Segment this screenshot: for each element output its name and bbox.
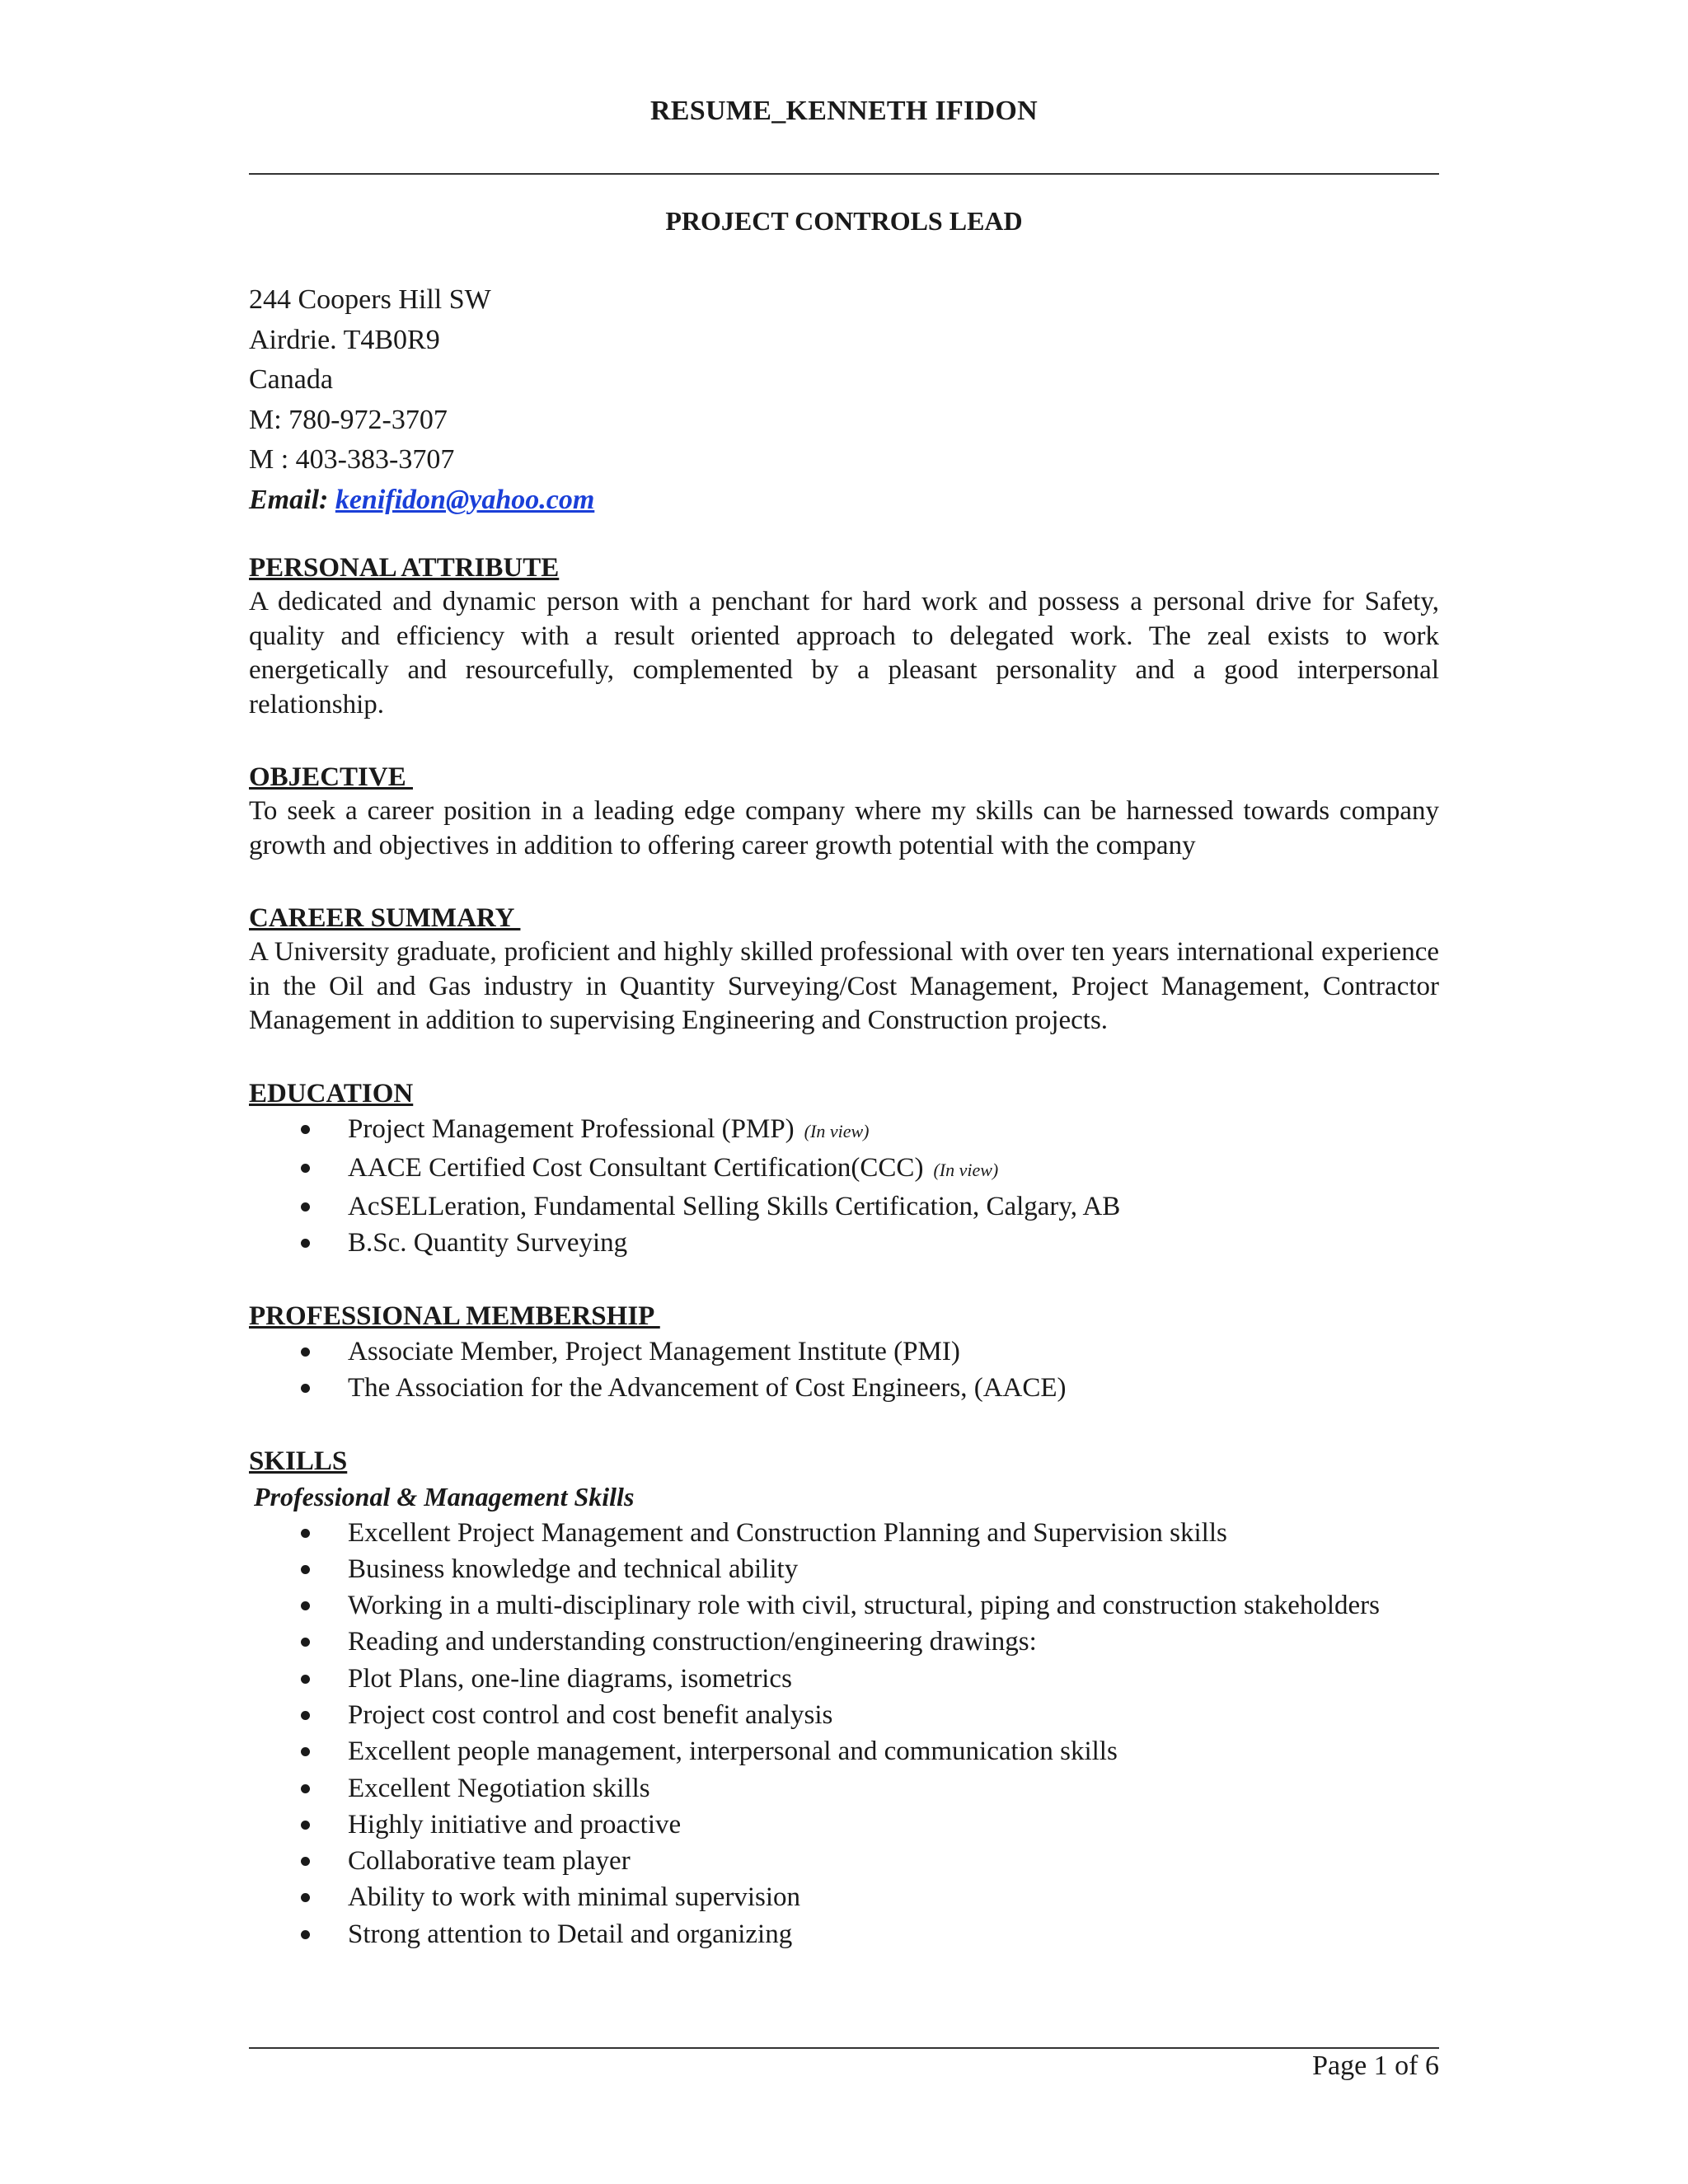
list-item bbox=[249, 1551, 1439, 1587]
section-paragraph: A University graduate, proficient and highly skilled professional with over ten years international experience in the Oil and Gas industry in Quantity Surveying/Cost Management, Project Management, Contractor Management in addition to supervising Engineering and Construction projects. bbox=[249, 937, 1439, 1035]
phone-mobile-1: M: 780-972-3707 bbox=[249, 404, 448, 435]
resume-body bbox=[249, 551, 1439, 1952]
section-heading: SKILLS bbox=[249, 1446, 348, 1476]
section-paragraph: A dedicated and dynamic person with a penchant for hard work and possess a personal drive for Safety, quality and efficiency with a result oriented approach to delegated work. The zeal exists to work energetically and resourcefully, complemented by a pleasant personality and a good interpersonal relationship. bbox=[249, 587, 1439, 719]
skills-list bbox=[249, 1515, 1439, 1953]
list-item bbox=[249, 1188, 1439, 1225]
education-list bbox=[249, 1111, 1439, 1261]
phone-mobile-2: M : 403-383-3707 bbox=[249, 444, 455, 475]
bullet-icon bbox=[301, 1384, 310, 1393]
section-heading: PERSONAL ATTRIBUTE bbox=[249, 553, 560, 583]
list-item bbox=[249, 1879, 1439, 1915]
bullet-icon bbox=[301, 1125, 310, 1134]
page-number: Page 1 of 6 bbox=[1312, 2050, 1439, 2081]
document-header-title: RESUME_KENNETH IFIDON bbox=[649, 96, 1039, 126]
list-item bbox=[249, 1150, 1439, 1188]
bullet-icon bbox=[301, 1164, 310, 1173]
address-line-1: 244 Coopers Hill SW bbox=[249, 284, 491, 315]
education-item-note: (In view) bbox=[804, 1120, 870, 1141]
list-item bbox=[249, 1333, 1439, 1370]
bullet-icon bbox=[301, 1638, 310, 1647]
bullet-icon bbox=[301, 1529, 310, 1538]
list-item bbox=[249, 1661, 1439, 1697]
list-item bbox=[249, 1225, 1439, 1261]
footer-divider bbox=[249, 2047, 1439, 2049]
section-heading: OBJECTIVE bbox=[249, 762, 413, 792]
section-heading: EDUCATION bbox=[249, 1078, 414, 1108]
skill-item-text: Project cost control and cost benefit analysis bbox=[348, 1699, 833, 1730]
skill-item-text: Highly initiative and proactive bbox=[348, 1809, 682, 1840]
section-personal-attribute bbox=[249, 551, 1439, 722]
education-item-note: (In view) bbox=[933, 1159, 999, 1180]
bullet-icon bbox=[301, 1239, 310, 1248]
address-country: Canada bbox=[249, 364, 333, 395]
bullet-icon bbox=[301, 1565, 310, 1574]
list-item bbox=[249, 1697, 1439, 1733]
spacer bbox=[249, 1038, 1439, 1076]
section-heading: CAREER SUMMARY bbox=[249, 903, 521, 933]
bullet-icon bbox=[301, 1784, 310, 1793]
job-title: PROJECT CONTROLS LEAD bbox=[665, 206, 1023, 236]
skill-item-text: Excellent people management, interpersonal and communication skills bbox=[348, 1736, 1118, 1767]
membership-item-text: The Association for the Advancement of Cost Engineers, (AACE) bbox=[348, 1372, 1067, 1403]
list-item bbox=[249, 1733, 1439, 1769]
skill-item-text: Working in a multi-disciplinary role with civil, structural, piping and construction stakeholders bbox=[348, 1591, 1381, 1621]
list-item bbox=[249, 1843, 1439, 1879]
list-item bbox=[249, 1111, 1439, 1150]
section-professional-membership bbox=[249, 1299, 1439, 1406]
address-line-2: Airdrie. T4B0R9 bbox=[249, 324, 440, 355]
education-item-text: B.Sc. Quantity Surveying bbox=[348, 1227, 628, 1258]
bullet-icon bbox=[301, 1347, 310, 1357]
membership-list bbox=[249, 1333, 1439, 1406]
section-paragraph: To seek a career position in a leading edge company where my skills can be harnessed towards company growth and objectives in addition to offering career growth potential with the company bbox=[249, 796, 1439, 860]
education-item-text: Project Management Professional (PMP) bbox=[348, 1113, 795, 1144]
section-objective bbox=[249, 760, 1439, 863]
contact-block bbox=[249, 280, 594, 520]
section-education bbox=[249, 1076, 1439, 1261]
skill-item-text: Plot Plans, one-line diagrams, isometrics bbox=[348, 1663, 792, 1694]
list-item bbox=[249, 1916, 1439, 1952]
skill-item-text: Excellent Project Management and Construction Planning and Supervision skills bbox=[348, 1517, 1227, 1548]
education-item-text: AACE Certified Cost Consultant Certification(CCC) bbox=[348, 1152, 924, 1183]
bullet-icon bbox=[301, 1893, 310, 1902]
skill-item-text: Ability to work with minimal supervision bbox=[348, 1882, 801, 1913]
bullet-icon bbox=[301, 1857, 310, 1866]
bullet-icon bbox=[301, 1202, 310, 1212]
skill-item-text: Excellent Negotiation skills bbox=[348, 1773, 650, 1803]
email-line bbox=[249, 480, 594, 521]
email-label: Email: bbox=[249, 484, 329, 515]
section-heading: PROFESSIONAL MEMBERSHIP bbox=[249, 1301, 660, 1331]
list-item bbox=[249, 1587, 1439, 1624]
section-skills bbox=[249, 1444, 1439, 1953]
list-item bbox=[249, 1370, 1439, 1406]
email-link[interactable]: kenifidon@yahoo.com bbox=[335, 484, 595, 515]
bullet-icon bbox=[301, 1675, 310, 1684]
spacer bbox=[249, 1261, 1439, 1299]
list-item bbox=[249, 1624, 1439, 1660]
spacer bbox=[249, 863, 1439, 901]
skills-subheading: Professional & Management Skills bbox=[254, 1481, 635, 1511]
section-career-summary bbox=[249, 901, 1439, 1038]
bullet-icon bbox=[301, 1821, 310, 1830]
membership-item-text: Associate Member, Project Management Institute (PMI) bbox=[348, 1336, 960, 1366]
bullet-icon bbox=[301, 1747, 310, 1756]
bullet-icon bbox=[301, 1601, 310, 1610]
header-divider bbox=[249, 173, 1439, 175]
spacer bbox=[249, 1406, 1439, 1444]
education-item-text: AcSELLeration, Fundamental Selling Skills Certification, Calgary, AB bbox=[348, 1191, 1121, 1221]
skill-item-text: Strong attention to Detail and organizing bbox=[348, 1919, 793, 1949]
list-item bbox=[249, 1770, 1439, 1807]
bullet-icon bbox=[301, 1930, 310, 1939]
skill-item-text: Business knowledge and technical ability bbox=[348, 1554, 799, 1584]
skill-item-text: Collaborative team player bbox=[348, 1846, 631, 1877]
bullet-icon bbox=[301, 1711, 310, 1720]
list-item bbox=[249, 1515, 1439, 1551]
spacer bbox=[249, 722, 1439, 760]
list-item bbox=[249, 1807, 1439, 1843]
skill-item-text: Reading and understanding construction/engineering drawings: bbox=[348, 1627, 1037, 1657]
